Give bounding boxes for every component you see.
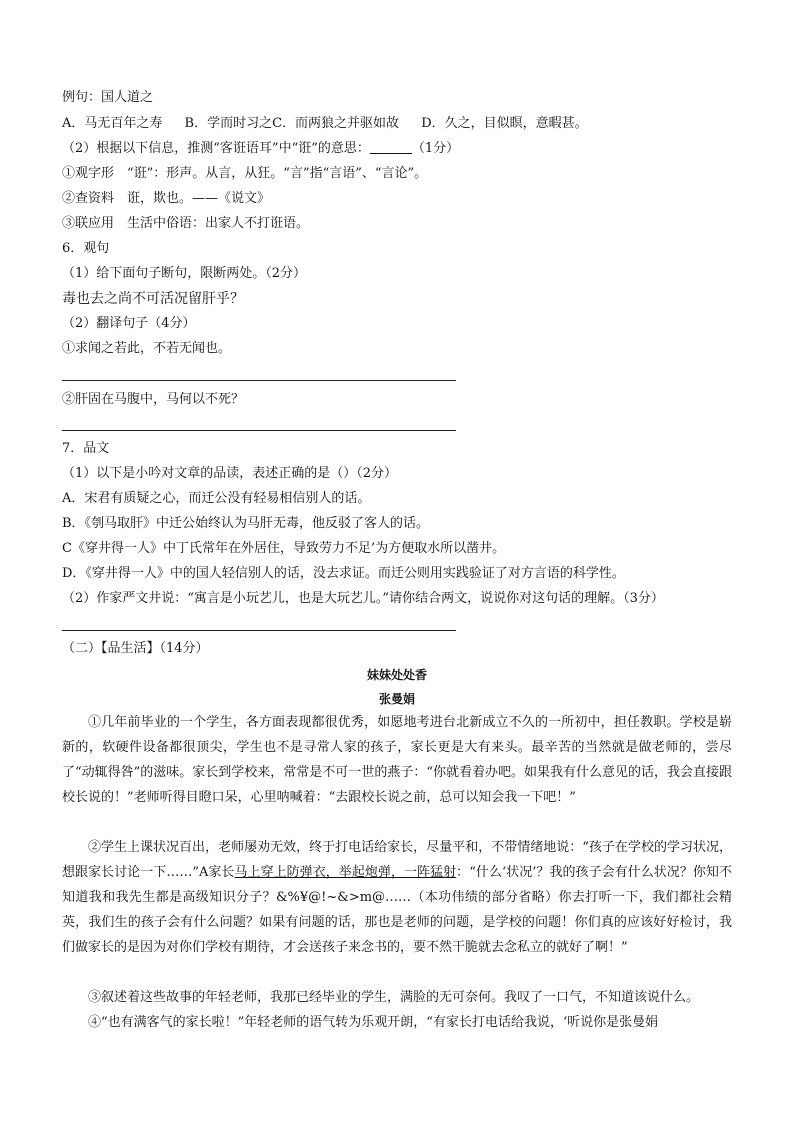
info-reference: ②查资料 诳，欺也。——《说文》 <box>62 191 271 206</box>
q6-item2: ②肝固在马腹中，马何以不死？ <box>62 392 245 407</box>
answer-line[interactable] <box>62 630 456 631</box>
essay-title: 妹妹处处香 <box>366 668 427 682</box>
essay-author: 张曼娟 <box>378 692 415 706</box>
essay-paragraph-2 <box>62 835 732 960</box>
q7-sub1: （1）以下是小吟对文章的品读，表述正确的是（）（2分） <box>62 466 398 481</box>
q6-sub2: （2）翻译句子（4分） <box>62 316 196 331</box>
q5-sub2-prompt: （2）根据以下信息，推测“客诳语耳”中“诳”的意思： <box>62 141 370 156</box>
answer-line[interactable] <box>62 380 456 381</box>
paragraph-2-start: ②学生上课状况百出，老师屡劝无效，终于打电话给家长，尽量平和，不带情绪地说：“孩子在学校的学习状况，想跟家长讨论一下……”A家长 <box>62 840 732 880</box>
q5-sub2 <box>62 140 459 158</box>
q7-option-d: D．《穿井得一人》中的国人轻信别人的话，没去求证。而迁公则用实践验证了对方言语的科学性。 <box>62 566 625 581</box>
q7-sub2: （2）作家严文井说：“寓言是小玩艺儿，也是大玩艺儿。”请你结合两文，说说你对这句话的理解。（3分） <box>62 591 664 606</box>
q6-item1: ①求闻之若此，不若无闻也。 <box>62 341 232 356</box>
essay-paragraph-3: ③叙述着这些故事的年轻老师，我那已经毕业的学生，满脸的无可奈何。我叹了一口气，不知道该说什么。 <box>88 990 700 1005</box>
essay-paragraph-1: ①几年前毕业的一个学生，各方面表现都很优秀，如愿地考进台北新成立不久的一所初中，担任教职。学校是崭新的，软硬件设备都很顶尖，学生也不是寻常人家的孩子，家长更是大有来头。最辛苦的当然就是做老师的，尝尽了“动辄得咎”的滋味。家长到学校来，常常是不可一世的燕子：“你就看着办吧。如果我有什么意见的话，我会直接跟校长说的！”老师听得目瞪口呆，心里呐喊着：“去跟校长说之前，总可以知会我一下吧！” <box>62 715 732 805</box>
underlined-phrase: 马上穿上防弹衣，举起炮弹，一阵猛射 <box>234 865 457 880</box>
q5-sub2-score: （1分） <box>411 141 460 156</box>
option-c: C．而两狼之并驱如故 <box>272 116 400 131</box>
q6-sentence: 毒也去之尚不可活况留肝乎？ <box>62 291 244 307</box>
option-d: D．久之，目似瞑，意暇甚。 <box>421 116 588 131</box>
info-glyph: ①观字形 “诳”：形声。从言，从狂。“言”指“言语”、“言论”。 <box>62 166 428 181</box>
answer-blank[interactable] <box>370 140 412 154</box>
q6-sub1: （1）给下面句子断句，限断两处。（2分） <box>62 266 307 281</box>
q6-heading: 6．观句 <box>62 241 110 256</box>
q7-option-a: A．宋君有质疑之心，而迁公没有轻易相信别人的话。 <box>62 491 371 506</box>
section-heading: （二）【品生活】（14分） <box>62 641 209 656</box>
info-application: ③联应用 生活中俗语：出家人不打诳语。 <box>62 216 310 231</box>
essay-paragraph-4: ④“也有满客气的家长啦！”年轻老师的语气转为乐观开朗，“有家长打电话给我说，‘听说你是张曼娟 <box>88 1015 659 1030</box>
q7-option-b: B．《刳马取肝》中迁公始终认为马肝无毒，他反驳了客人的话。 <box>62 516 430 531</box>
q7-option-c: C《穿井得一人》中丁氏常年在外居住，导致劳力不足’为方便取水所以凿井。 <box>62 541 506 556</box>
q5-options <box>62 115 606 133</box>
answer-line[interactable] <box>62 430 456 431</box>
q7-heading: 7．品文 <box>62 441 110 456</box>
option-a: A．马无百年之寿 <box>62 116 163 131</box>
example-sentence: 例句：国人道之 <box>62 90 154 105</box>
option-b: B．学而时习之 <box>184 116 273 131</box>
paragraph-2-end: ：“什么‘状况’？我的孩子会有什么状况？你知不知道我和我先生都是高级知识分子？&%¥@!~&>m@……（本功伟绩的部分省略）你去打听一下，我们都社会精英，我们生的孩子会有什么问题？如果有问题的话，那也是老师的问题，是学校的问题！你们真的应该好好检讨，我们做家长的是因为对你们学校有期待，才会送孩子来念书的，要不然干脆就去念私立的就好了啊！” <box>62 865 732 955</box>
